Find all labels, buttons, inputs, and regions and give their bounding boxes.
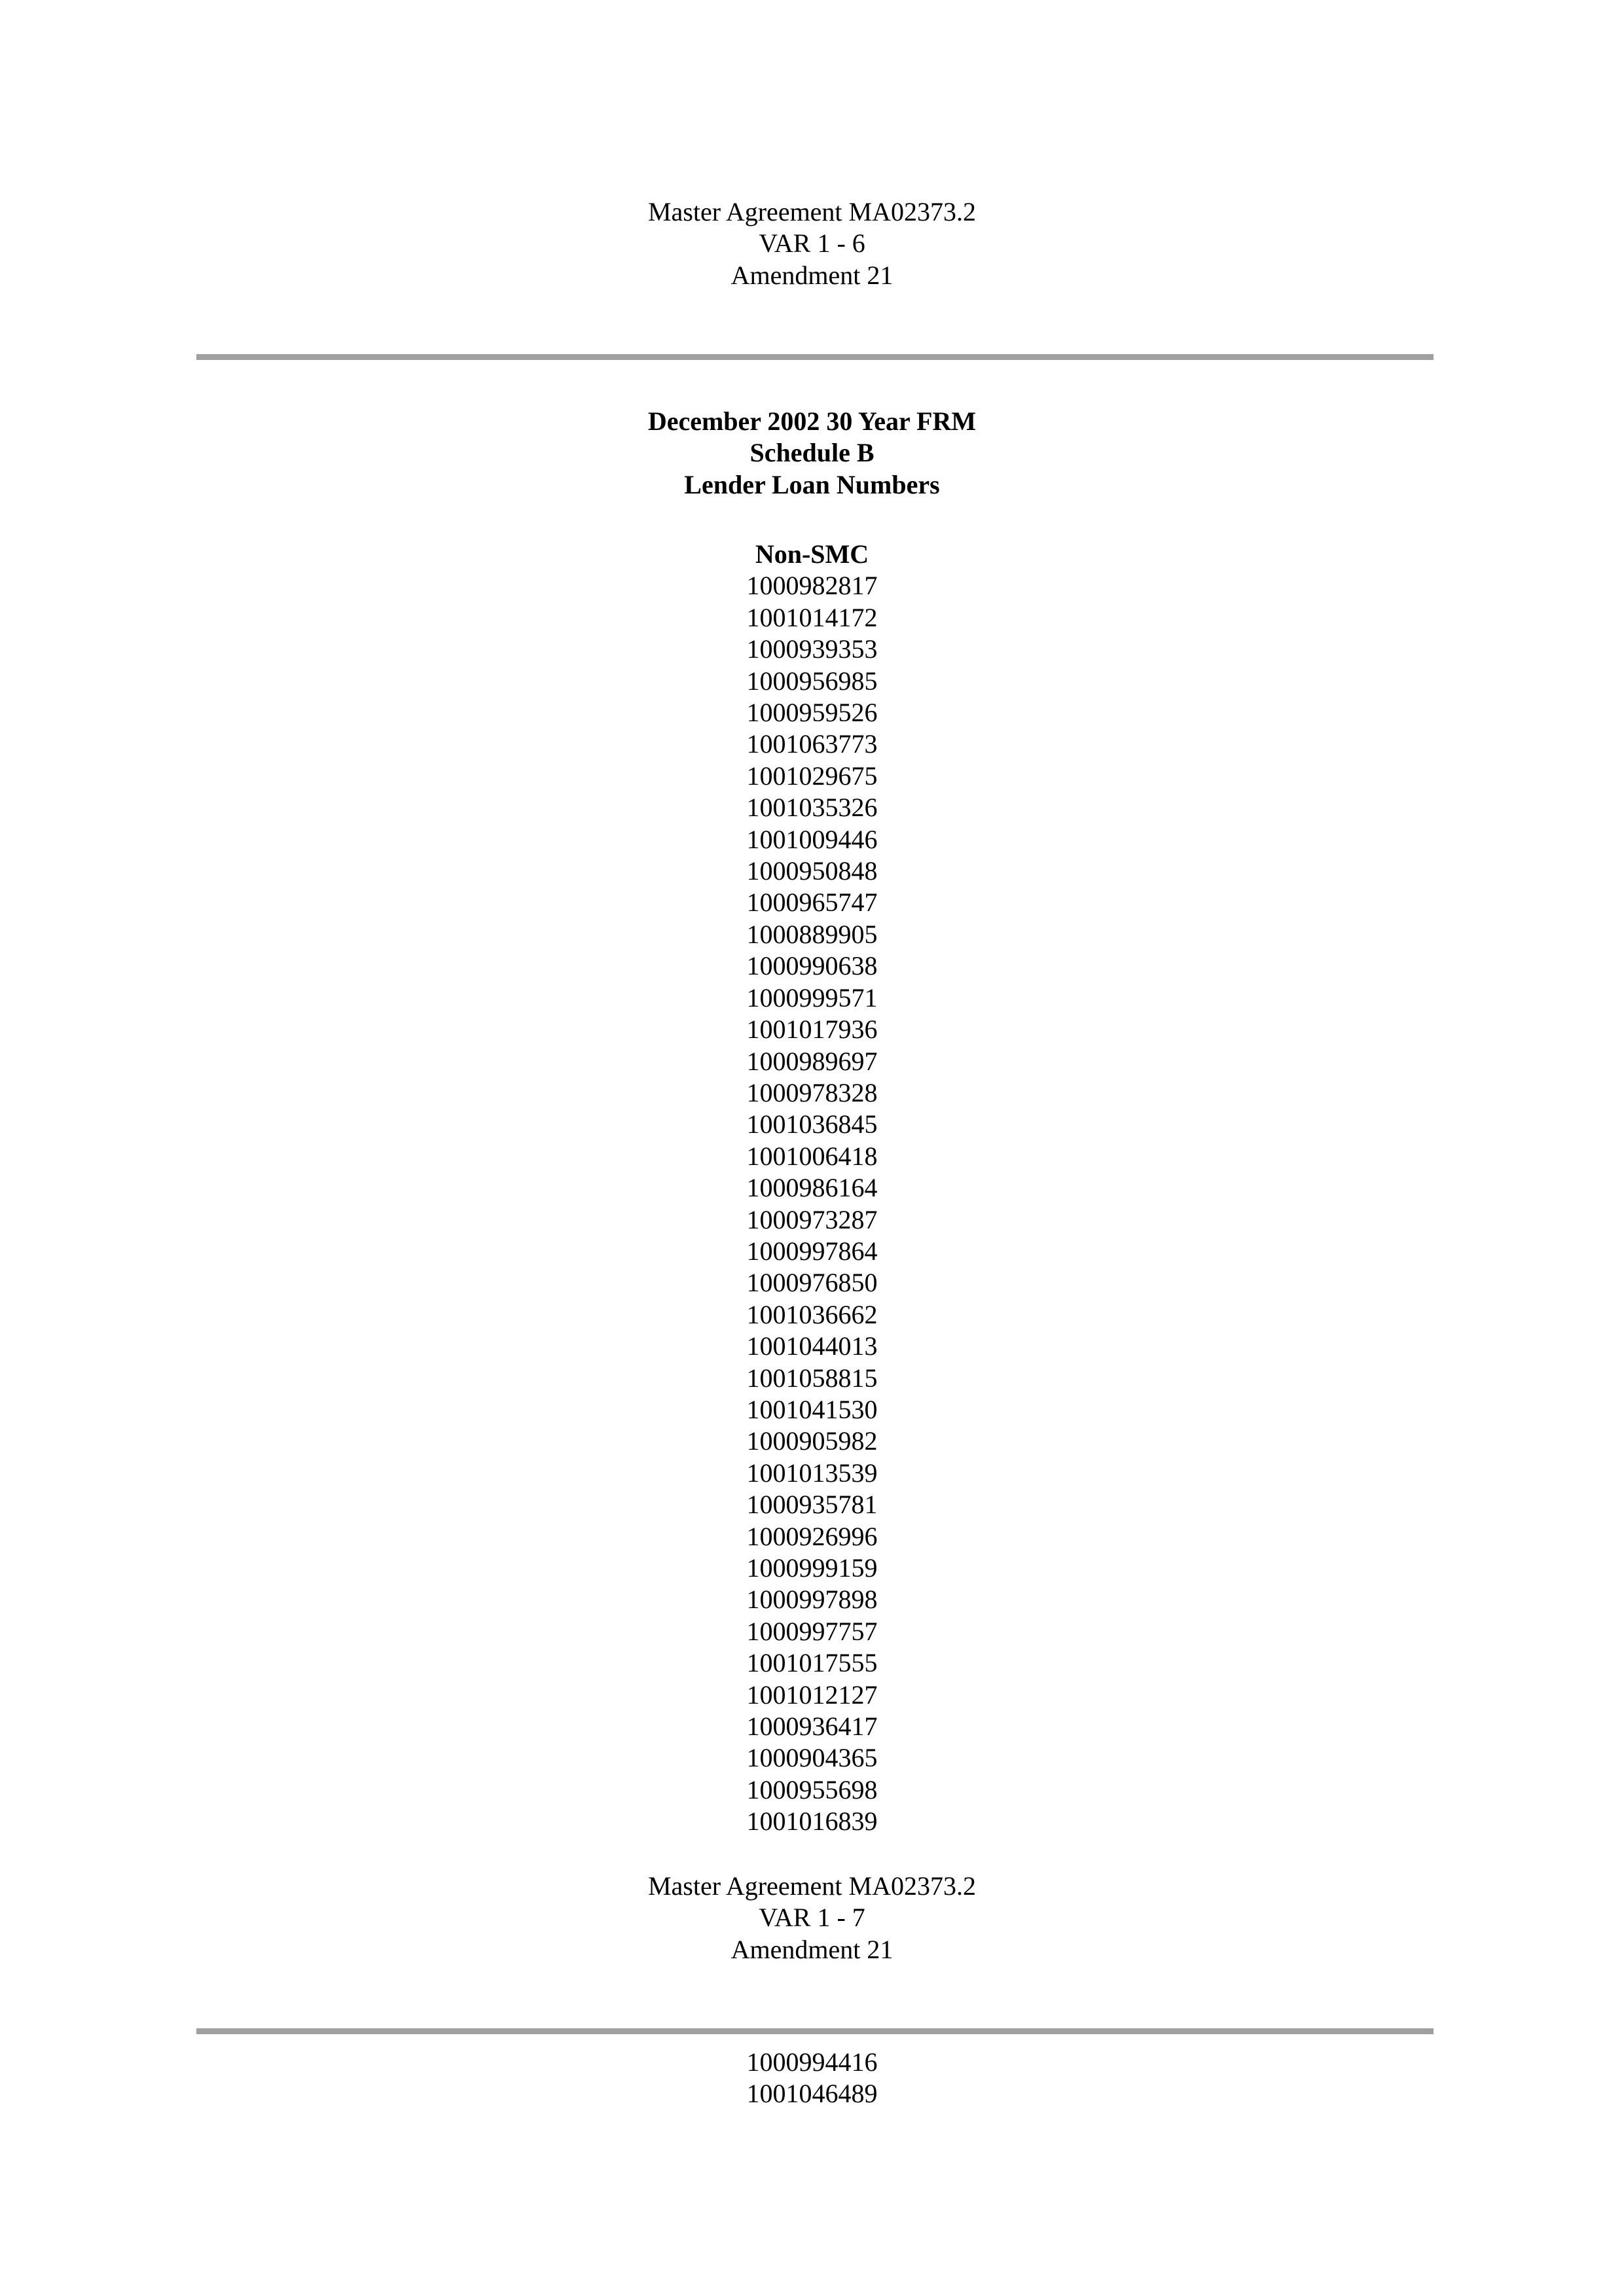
loan-number: 1000976850 (746, 1268, 878, 1298)
loan-number: 1000990638 (746, 951, 878, 981)
loan-number: 1001013539 (746, 1458, 878, 1488)
amendment-label: Amendment 21 (731, 1934, 893, 1964)
loan-number: 1001014172 (746, 602, 878, 632)
loan-number: 1001036662 (746, 1299, 878, 1329)
agreement-label: Master Agreement MA02373.2 (647, 1871, 976, 1901)
page-header (0, 1871, 1624, 1965)
header-divider (196, 354, 1434, 360)
loan-number: 1000939353 (746, 634, 878, 664)
loan-number: 1000999159 (746, 1553, 878, 1583)
loan-number: 1001009446 (746, 824, 878, 854)
title-line-2: Schedule B (749, 438, 875, 468)
loan-number: 1001016839 (746, 1806, 878, 1837)
var-label: VAR 1 - 7 (759, 1903, 865, 1933)
title-line-1: December 2002 30 Year FRM (647, 406, 977, 436)
loan-number: 1000904365 (746, 1743, 878, 1773)
title-line-3: Lender Loan Numbers (684, 469, 940, 499)
loan-number: 1001035326 (746, 793, 878, 823)
loan-number: 1000950848 (746, 856, 878, 886)
loan-number: 1001036845 (746, 1109, 878, 1139)
header-divider (196, 2028, 1434, 2034)
loan-number: 1001063773 (746, 729, 878, 759)
agreement-label: Master Agreement MA02373.2 (647, 197, 976, 226)
loan-number: 1000956985 (746, 666, 878, 696)
loan-number: 1000978328 (746, 1077, 878, 1107)
loan-number: 1001058815 (746, 1363, 878, 1393)
loan-number: 1001029675 (746, 761, 878, 791)
loan-number-list (0, 539, 1624, 1838)
loan-number: 1000965747 (746, 888, 878, 918)
loan-number: 1000905982 (746, 1426, 878, 1456)
document-title (0, 406, 1624, 501)
loan-number: 1000982817 (746, 571, 878, 601)
loan-number: 1000926996 (746, 1521, 878, 1551)
loan-number: 1000955698 (746, 1774, 878, 1804)
loan-number: 1000994416 (746, 2047, 878, 2077)
loan-number: 1000935781 (746, 1490, 878, 1520)
loan-number: 1000999571 (746, 982, 878, 1013)
loan-number: 1001012127 (746, 1679, 878, 1710)
loan-number: 1001044013 (746, 1331, 878, 1361)
section-heading: Non-SMC (755, 539, 869, 569)
loan-number: 1000986164 (746, 1173, 878, 1203)
loan-number: 1001041530 (746, 1394, 878, 1424)
loan-number: 1000989697 (746, 1046, 878, 1076)
loan-number: 1000997757 (746, 1616, 878, 1646)
amendment-label: Amendment 21 (731, 260, 893, 290)
loan-number: 1001046489 (746, 2079, 878, 2109)
loan-number: 1000973287 (746, 1204, 878, 1234)
loan-number: 1000889905 (746, 919, 878, 949)
loan-number-list (0, 2047, 1624, 2110)
loan-number: 1001017555 (746, 1648, 878, 1678)
var-label: VAR 1 - 6 (759, 228, 865, 259)
loan-number: 1000959526 (746, 698, 878, 728)
loan-number: 1001017936 (746, 1014, 878, 1045)
loan-number: 1000997864 (746, 1236, 878, 1266)
loan-number: 1000936417 (746, 1712, 878, 1742)
page-header (0, 196, 1624, 291)
loan-number: 1000997898 (746, 1585, 878, 1615)
loan-number: 1001006418 (746, 1141, 878, 1171)
